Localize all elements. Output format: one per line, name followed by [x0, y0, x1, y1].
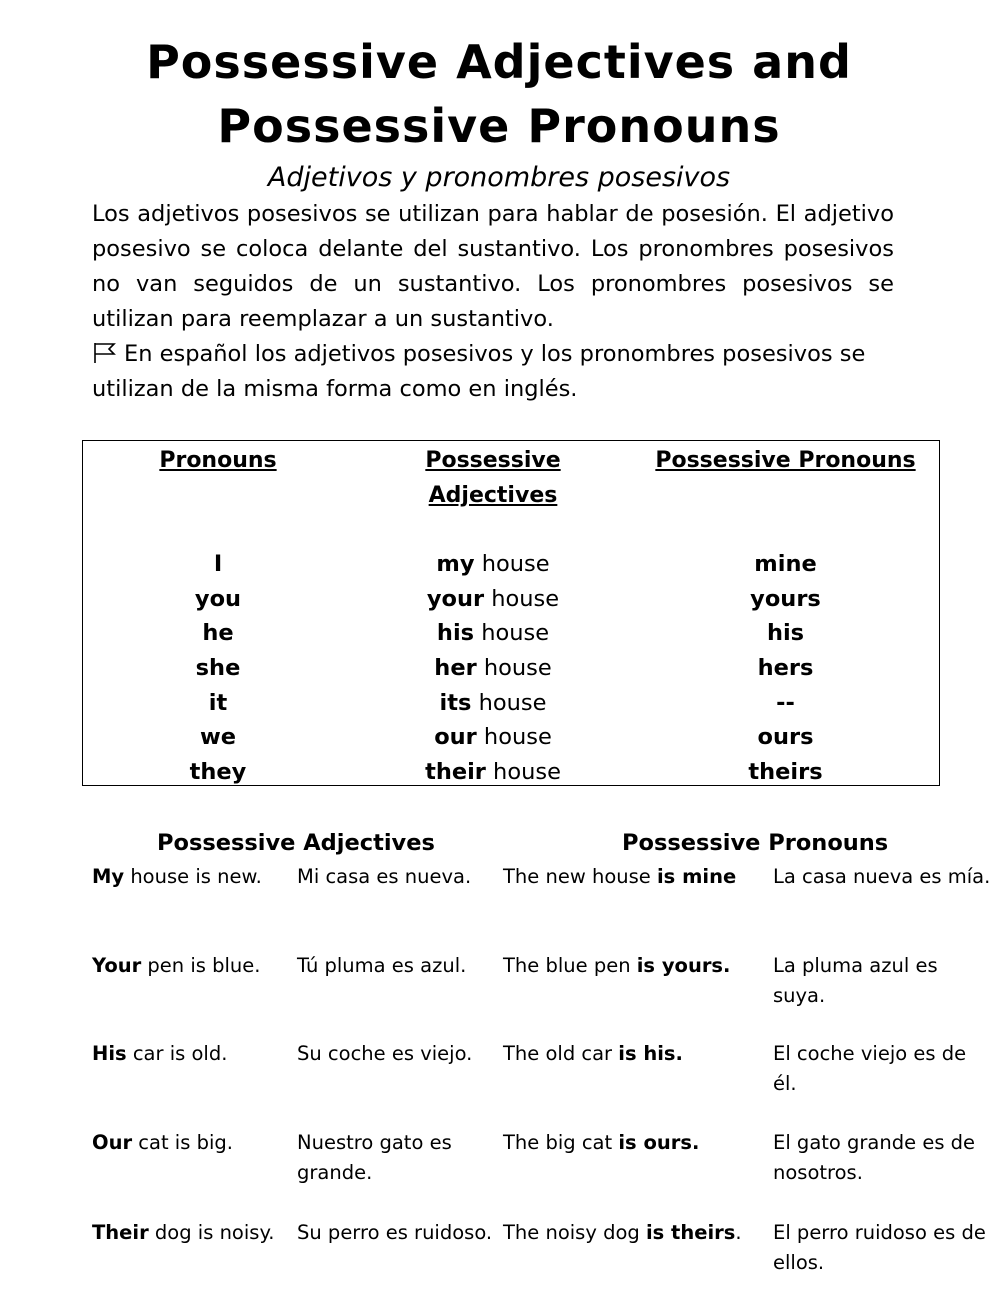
noun-text: house: [474, 551, 550, 577]
example-adjective-english: [92, 951, 292, 981]
adjective-text: his: [436, 620, 475, 647]
header-adjectives-line-2: Adjectives: [428, 483, 558, 508]
title-line-1: Possessive Adjectives and: [146, 35, 852, 89]
adjective-text: our: [434, 724, 477, 751]
noun-text: house: [476, 655, 552, 682]
table-cell-pronoun: [118, 582, 318, 617]
page-title: [0, 30, 998, 158]
example-adjective-spanish: [297, 862, 497, 892]
title-line-2: Possessive Pronouns: [217, 99, 781, 153]
pronoun-text: he: [202, 620, 234, 647]
noun-text: house: [471, 689, 547, 716]
possessive-text: yours: [750, 585, 821, 612]
header-possessive-pronouns: Possessive Pronouns: [655, 448, 916, 473]
table-cell-adjective: [393, 616, 593, 651]
example-pronoun-english: [503, 1039, 768, 1069]
example-pronoun-spanish: [773, 1218, 993, 1277]
header-adjectives-line-1: Possessive: [425, 448, 561, 473]
example-adjective-rest: pen is blue.: [141, 954, 261, 977]
possessive-text: --: [776, 689, 795, 716]
example-pronoun-bold: is ours.: [618, 1131, 700, 1154]
table-cell-possessive: [643, 720, 928, 755]
adjective-text: its: [439, 689, 472, 716]
example-adjective-bold: His: [92, 1042, 127, 1065]
table-cell-possessive: [643, 547, 928, 582]
example-row: [0, 1128, 998, 1218]
possessive-text: his: [766, 620, 805, 647]
example-adjective-bold: Your: [92, 954, 142, 977]
possessive-text: theirs: [748, 759, 823, 786]
example-pronoun-bold: is mine: [656, 865, 737, 888]
example-adjective-rest: dog is noisy.: [148, 1221, 275, 1244]
example-pronoun-bold: is theirs: [645, 1221, 736, 1244]
example-pronoun-start: The big cat: [503, 1131, 619, 1154]
example-adjective-bold: Their: [92, 1221, 149, 1244]
table-cell-adjective: [393, 755, 593, 790]
example-adjective-spanish: [297, 1218, 497, 1248]
pronoun-cells: [118, 547, 318, 790]
table-cell-possessive: [643, 582, 928, 617]
example-pronoun-spanish: [773, 1128, 993, 1187]
adjective-cells: [393, 547, 593, 790]
example-row: [0, 1039, 998, 1129]
example-adjective-english: [92, 862, 292, 892]
table-cell-pronoun: [118, 686, 318, 721]
flag-icon: [92, 342, 118, 364]
table-cell-adjective: [393, 651, 593, 686]
possessive-text: hers: [757, 655, 814, 682]
table-cell-pronoun: [118, 755, 318, 790]
adjectives-column: [393, 441, 593, 513]
table-cell-possessive: [643, 686, 928, 721]
example-adjective-english: [92, 1039, 292, 1069]
example-adjective-spanish-text: Nuestro gato es grande.: [297, 1131, 458, 1184]
example-pronoun-spanish-text: La casa nueva es mía.: [773, 865, 991, 888]
intro-paragraph: Los adjetivos posesivos se utilizan para hablar de posesión. El adjetivo posesivo se coloca delante del sustantivo. Los pronombres posesivos no van seguidos de un sustantivo. Los pronombres posesivos se utilizan para reemplazar a un sustantivo.: [92, 201, 894, 332]
example-pronoun-english: [503, 862, 768, 892]
example-adjective-spanish-text: Su perro es ruidoso.: [297, 1221, 493, 1244]
example-adjective-rest: cat is big.: [132, 1131, 233, 1154]
intro-note: [92, 337, 894, 407]
header-possessive-adjectives: [393, 443, 593, 513]
example-pronoun-spanish-text: El coche viejo es de él.: [773, 1042, 973, 1095]
example-adjective-spanish-text: Mi casa es nueva.: [297, 865, 472, 888]
table-cell-adjective: [393, 547, 593, 582]
pronoun-text: she: [195, 655, 241, 682]
adjective-text: my: [436, 551, 475, 577]
pronoun-text: we: [199, 724, 237, 751]
possessive-text: ours: [757, 724, 814, 751]
page-subtitle: Adjetivos y pronombres posesivos: [267, 162, 731, 193]
example-pronoun-end: .: [735, 1221, 742, 1244]
example-pronoun-spanish: [773, 1039, 993, 1098]
example-pronoun-english: [503, 1128, 768, 1158]
example-pronoun-start: The old car: [503, 1042, 619, 1065]
example-adjective-spanish: [297, 1128, 497, 1187]
table-cell-adjective: [393, 720, 593, 755]
pronoun-text: they: [189, 759, 247, 786]
intro-note-text: En español los adjetivos posesivos y los pronombres posesivos se utilizan de la misma forma como en inglés.: [92, 341, 866, 402]
noun-text: house: [485, 759, 561, 786]
table-cell-possessive: [643, 755, 928, 790]
example-pronoun-bold: is yours.: [636, 954, 731, 977]
noun-text: house: [484, 585, 560, 612]
example-pronoun-english: [503, 951, 768, 981]
example-adjective-spanish: [297, 951, 497, 981]
noun-text: house: [476, 724, 552, 751]
example-row: [0, 1218, 998, 1308]
example-adjective-spanish-text: Tú pluma es azul.: [297, 954, 467, 977]
table-cell-pronoun: [118, 651, 318, 686]
table-cell-pronoun: [118, 547, 318, 582]
possessive-cells: [643, 547, 928, 790]
example-pronoun-english: [503, 1218, 768, 1248]
example-adjective-rest: car is old.: [126, 1042, 228, 1065]
examples-heading-adjectives: Possessive Adjectives: [157, 830, 435, 856]
possessive-pronouns-column: [643, 441, 928, 478]
header-pronouns: Pronouns: [159, 448, 277, 473]
example-pronoun-spanish-text: El perro ruidoso es de ellos.: [773, 1221, 993, 1274]
table-cell-pronoun: [118, 616, 318, 651]
example-row: [0, 951, 998, 1041]
example-adjective-bold: Our: [92, 1131, 133, 1154]
table-cell-adjective: [393, 582, 593, 617]
example-pronoun-start: The blue pen: [503, 954, 637, 977]
pronoun-table: [82, 440, 940, 786]
intro-text: [92, 197, 894, 407]
table-cell-possessive: [643, 616, 928, 651]
possessive-text: mine: [754, 551, 817, 577]
table-cell-adjective: [393, 686, 593, 721]
example-pronoun-spanish: [773, 951, 993, 1010]
adjective-text: your: [426, 585, 485, 612]
example-adjective-english: [92, 1128, 292, 1158]
example-adjective-bold: My: [92, 865, 125, 888]
example-pronoun-spanish-text: El gato grande es de nosotros.: [773, 1131, 982, 1184]
example-pronoun-bold: is his.: [618, 1042, 683, 1065]
example-adjective-rest: house is new.: [124, 865, 262, 888]
noun-text: house: [474, 620, 550, 647]
pronoun-text: it: [208, 689, 228, 716]
example-adjective-spanish-text: Su coche es viejo.: [297, 1042, 473, 1065]
pronoun-text: I: [213, 551, 223, 577]
example-pronoun-start: The noisy dog: [503, 1221, 646, 1244]
examples-heading-pronouns: Possessive Pronouns: [622, 830, 889, 856]
example-adjective-spanish: [297, 1039, 497, 1069]
example-pronoun-spanish-text: La pluma azul es suya.: [773, 954, 944, 1007]
pronoun-text: you: [194, 585, 242, 612]
adjective-text: her: [434, 655, 477, 682]
adjective-text: their: [425, 759, 486, 786]
pronouns-column: [118, 441, 318, 478]
table-cell-pronoun: [118, 720, 318, 755]
example-pronoun-start: The new house: [503, 865, 657, 888]
example-row: [0, 862, 998, 952]
example-adjective-english: [92, 1218, 292, 1248]
table-cell-possessive: [643, 651, 928, 686]
example-pronoun-spanish: [773, 862, 993, 892]
